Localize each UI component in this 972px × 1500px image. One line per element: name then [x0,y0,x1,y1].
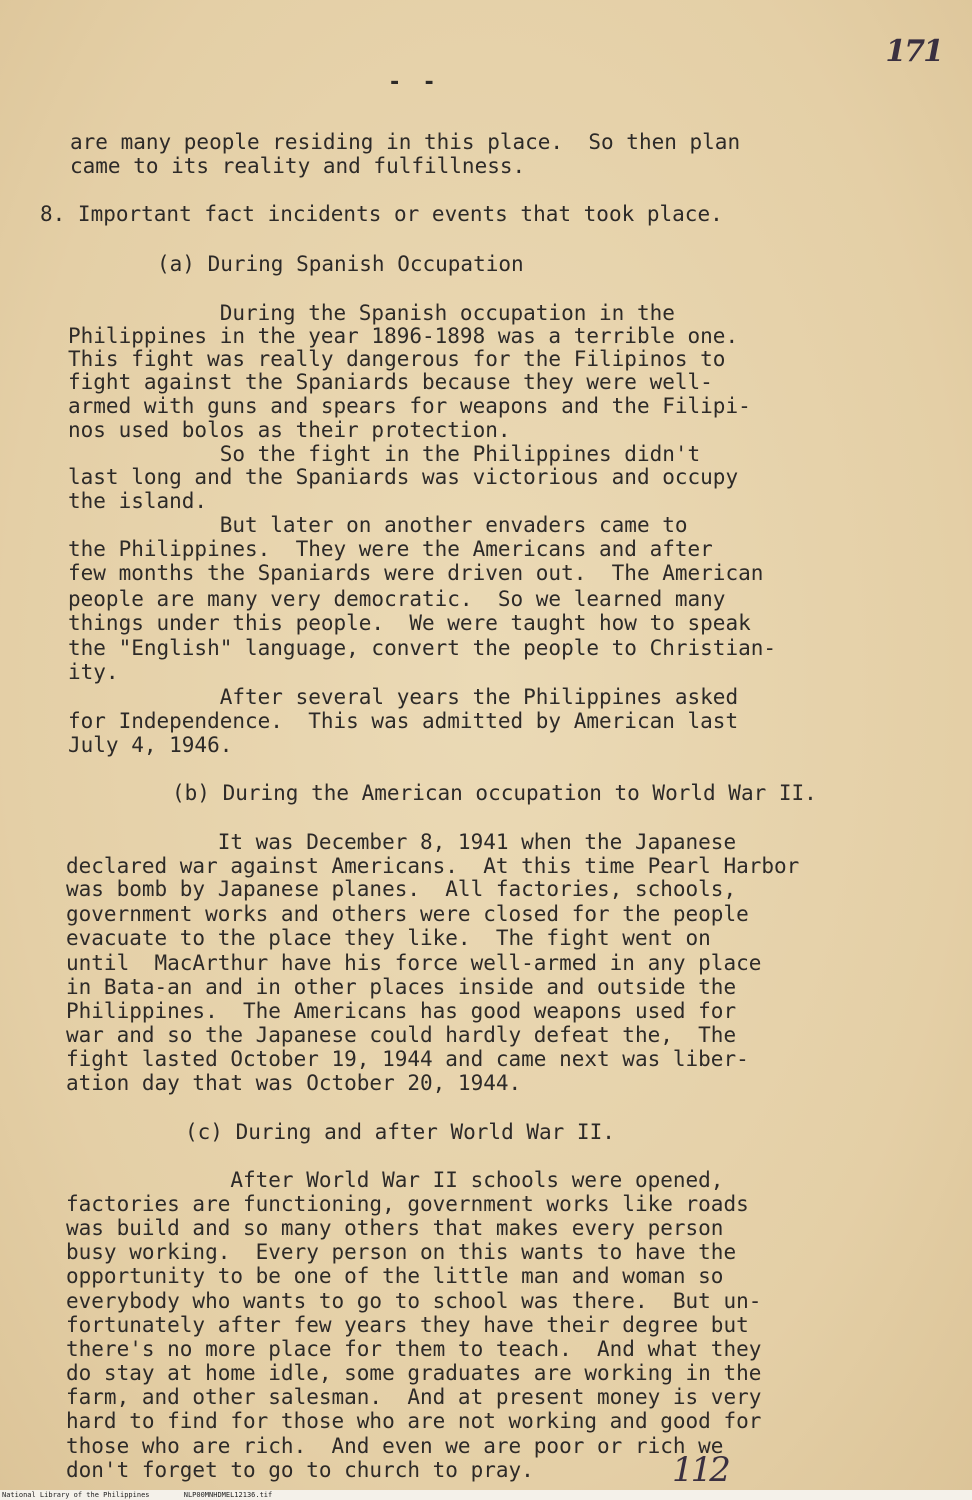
text-line: for Independence. This was admitted by American last [68,709,739,733]
text-line: ation day that was October 20, 1944. [66,1071,522,1095]
handwritten-bottom-number: 112 [672,1450,728,1490]
subsection-heading-c: (c) During and after World War II. [185,1120,615,1144]
text-line: busy working. Every person on this wants to have the [66,1240,737,1264]
text-line: farm, and other salesman. And at present money is very [66,1385,762,1409]
text-line: was build and so many others that makes every person [66,1216,724,1240]
text-line: people are many very democratic. So we learned many [68,587,726,611]
text-line: armed with guns and spears for weapons and the Filipi- [68,394,751,418]
text-line: the island. [68,489,208,513]
text-line: fortunately after few years they have their degree but [66,1313,749,1337]
text-line: don't forget to go to church to pray. [66,1458,534,1482]
text-line: last long and the Spaniards was victorious and occupy [68,465,739,489]
text-line: those who are rich. And even we are poor or rich we [66,1434,724,1458]
text-line: evacuate to the place they like. The fight went on [66,926,711,950]
text-line: came to its reality and fulfillness. [70,154,526,178]
text-line: declared war against Americans. At this time Pearl Harbor [66,854,800,878]
text-line: ity. [68,660,119,684]
text-line: everybody who wants to go to school was there. But un- [66,1289,762,1313]
text-line: hard to find for those who are not working and good for [66,1409,762,1433]
text-line: It was December 8, 1941 when the Japanese [66,830,737,854]
text-line: factories are functioning, government works like roads [66,1192,749,1216]
text-line: was bomb by Japanese planes. All factories, schools, [66,877,737,901]
text-line: This fight was really dangerous for the Filipinos to [68,347,726,371]
text-line: fight lasted October 19, 1944 and came next was liber- [66,1047,749,1071]
text-line: few months the Spaniards were driven out. The American [68,561,764,585]
subsection-heading-a: (a) During Spanish Occupation [157,252,524,276]
archive-footer [0,1490,972,1500]
text-line: So the fight in the Philippines didn't [68,442,701,466]
archive-file-id: NLP00MNHDMEL12136.tif [183,1491,273,1499]
text-line: government works and others were closed for the people [66,902,749,926]
text-line: But later on another envaders came to [68,513,688,537]
text-line: After World War II schools were opened, [66,1168,724,1192]
text-line: Philippines. The Americans has good weapons used for [66,999,737,1023]
text-line: are many people residing in this place. So then plan [70,130,741,154]
text-line: in Bata-an and in other places inside and outside the [66,975,737,999]
text-line: the "English" language, convert the people to Christian- [68,636,777,660]
text-line: July 4, 1946. [68,733,233,757]
page-marker: - - [388,70,440,95]
section-heading: 8. Important fact incidents or events that took place. [40,202,723,226]
handwritten-page-number: 171 [885,34,942,69]
text-line: until MacArthur have his force well-armed in any place [66,951,762,975]
text-line: After several years the Philippines asked [68,685,739,709]
text-line: During the Spanish occupation in the [68,301,675,325]
text-line: the Philippines. They were the Americans and after [68,537,713,561]
text-line: there's no more place for them to teach. And what they [66,1337,762,1361]
text-line: war and so the Japanese could hardly defeat the, The [66,1023,737,1047]
text-line: fight against the Spaniards because they were well- [68,370,713,394]
text-line: Philippines in the year 1896-1898 was a terrible one. [68,324,739,348]
text-line: nos used bolos as their protection. [68,418,511,442]
subsection-heading-b: (b) During the American occupation to World War II. [172,781,817,805]
archive-source: National Library of the Philippines [2,1491,150,1499]
text-line: things under this people. We were taught how to speak [68,611,751,635]
text-line: do stay at home idle, some graduates are working in the [66,1361,762,1385]
text-line: opportunity to be one of the little man and woman so [66,1264,724,1288]
